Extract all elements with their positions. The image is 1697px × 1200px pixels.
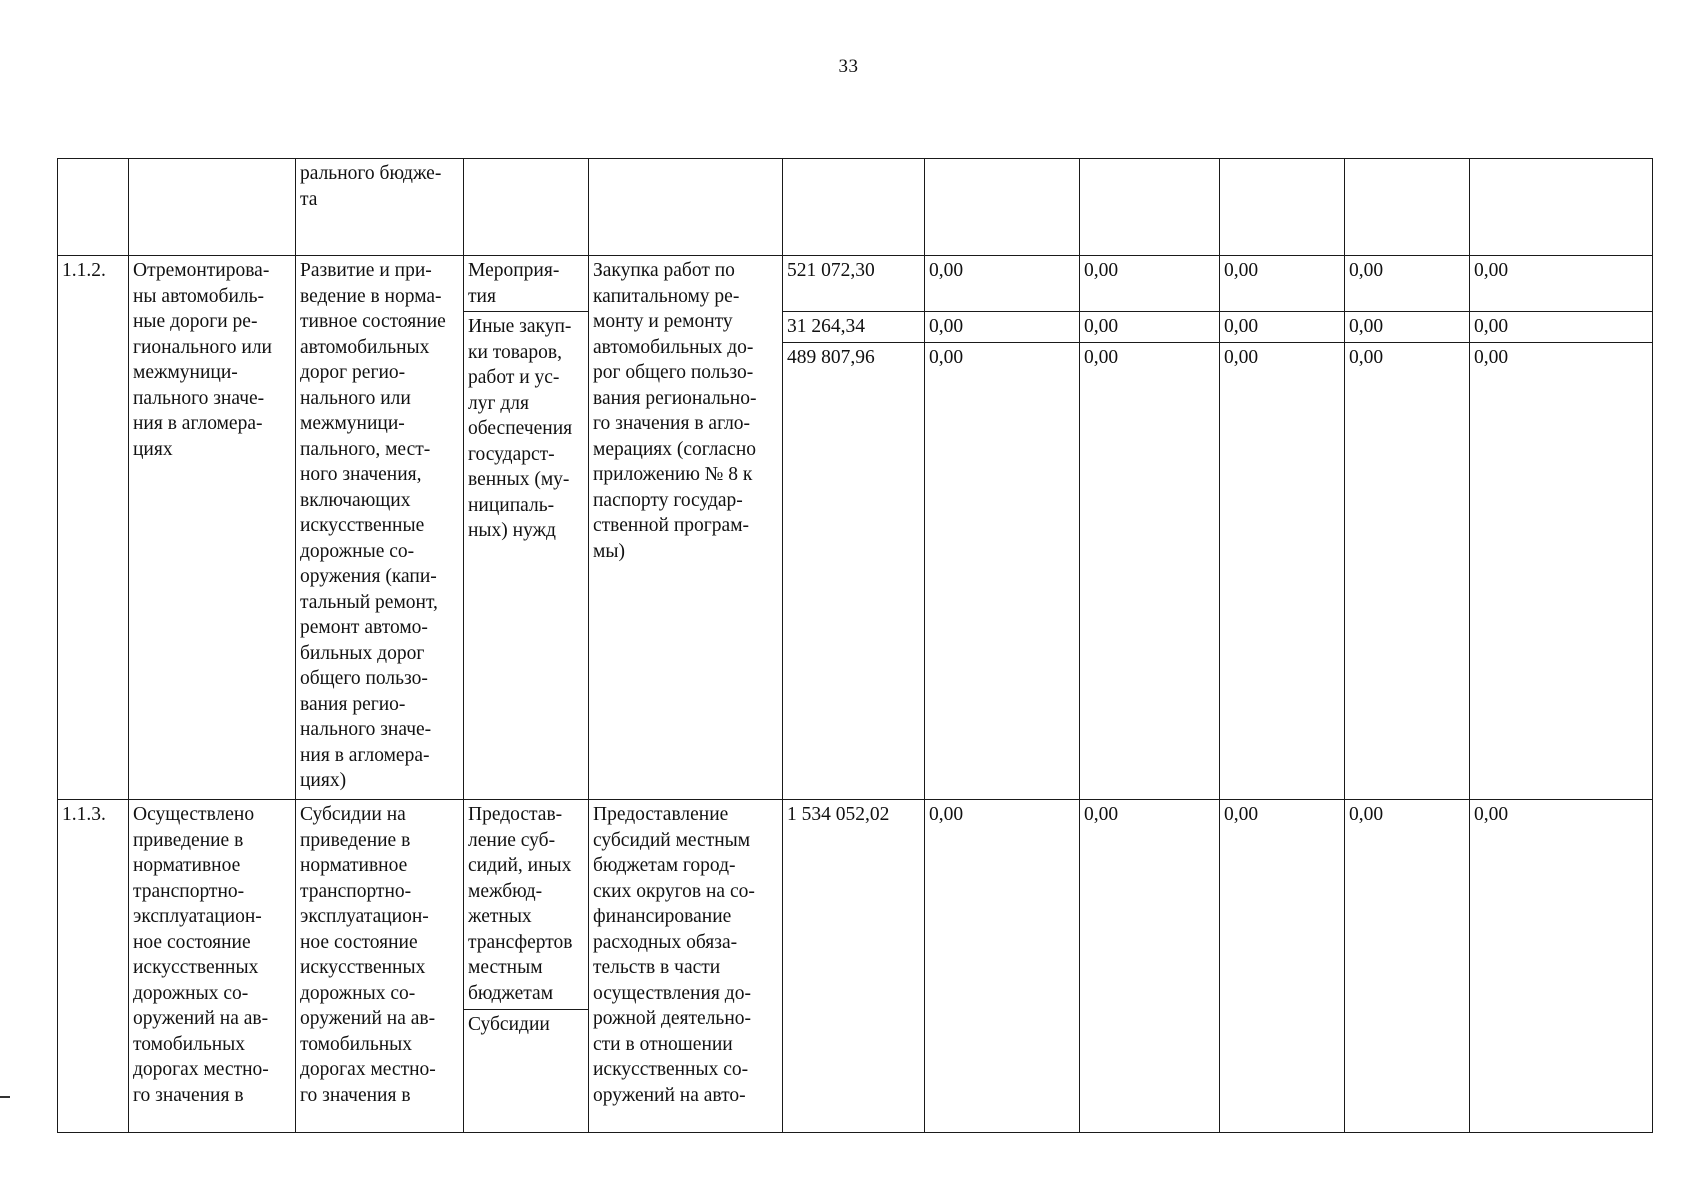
description-cell: Предоставление субсидий местным бюджетам город- ских округов на со- финансирование расходных обяза- тельств в части осуществления до- рожной деятельно- сти в отношении искусственных со- оружений на авто-	[589, 800, 783, 1133]
result-cell: Осуществлено приведение в нормативное транспортно- эксплуатацион- ное состояние искусственных дорожных со- оружений на ав- томобильных дорогах местно- го значения в	[129, 800, 296, 1133]
page-number: 33	[838, 56, 859, 77]
value-cell: 0,00	[1345, 256, 1470, 312]
expense-type-bottom: Субсидии	[464, 1009, 588, 1038]
value-cell: 0,00	[1345, 343, 1470, 800]
continuation-row	[58, 159, 1653, 256]
table-row-1-1-3	[58, 800, 1653, 1133]
cont-cell-value-5	[1470, 159, 1653, 256]
expense-type-cell	[464, 800, 589, 1133]
value-cell: 0,00	[1220, 800, 1345, 1133]
cont-cell-value-4	[1345, 159, 1470, 256]
value-cell: 0,00	[1220, 256, 1345, 312]
result-cell: Отремонтирова- ны автомобиль- ные дороги ре- гионального или межмуници- пального значе- ния в агломера- циях	[129, 256, 296, 800]
amount-cell: 489 807,96	[783, 343, 925, 800]
amount-cell: 1 534 052,02	[783, 800, 925, 1133]
program-table	[57, 158, 1653, 1133]
expense-subtype-cell: Иные закуп- ки товаров, работ и ус- луг для обеспечения государст- венных (му- ниципаль- ных) нужд	[464, 312, 589, 800]
amount-cell: 521 072,30	[783, 256, 925, 312]
value-cell: 0,00	[1220, 343, 1345, 800]
value-cell: 0,00	[1080, 343, 1220, 800]
cont-cell-value-3	[1220, 159, 1345, 256]
cont-cell-direction: рального бюдже- та	[296, 159, 464, 256]
value-cell: 0,00	[1470, 256, 1653, 312]
value-cell: 0,00	[925, 343, 1080, 800]
expense-type-top: Предостав- ление суб- сидий, иных межбюд- жетных трансфертов местным бюджетам	[468, 804, 573, 1004]
table-row-1-1-2	[58, 256, 1653, 312]
description-cell: Закупка работ по капитальному ре- монту и ремонту автомобильных до- рог общего пользо- вания регионально- го значения в агло- мерациях (согласно приложению № 8 к паспорту государ- ственной програм- мы)	[589, 256, 783, 800]
value-cell: 0,00	[1470, 343, 1653, 800]
value-cell: 0,00	[925, 256, 1080, 312]
direction-cell: Развитие и при- ведение в норма- тивное состояние автомобильных дорог регио- нального или межмуници- пального, мест- ного значения, включающих искусственные дорожные со- оружения (капи- тальный ремонт, ремонт автомо- бильных дорог общего пользо- вания регио- нального значе- ния в агломера- циях)	[296, 256, 464, 800]
amount-cell: 31 264,34	[783, 312, 925, 343]
cont-cell-type	[464, 159, 589, 256]
value-cell: 0,00	[1080, 256, 1220, 312]
expense-type-cell: Мероприя- тия	[464, 256, 589, 312]
cont-cell-value-2	[1080, 159, 1220, 256]
cont-cell-description	[589, 159, 783, 256]
row-number: 1.1.2.	[58, 256, 129, 800]
cont-cell-result	[129, 159, 296, 256]
value-cell: 0,00	[925, 800, 1080, 1133]
cont-cell-number	[58, 159, 129, 256]
value-cell: 0,00	[1470, 312, 1653, 343]
cont-cell-amount	[783, 159, 925, 256]
value-cell: 0,00	[925, 312, 1080, 343]
value-cell: 0,00	[1220, 312, 1345, 343]
margin-mark	[0, 1096, 10, 1098]
direction-cell: Субсидии на приведение в нормативное транспортно- эксплуатацион- ное состояние искусственных дорожных со- оружений на ав- томобильных дорогах местно- го значения в	[296, 800, 464, 1133]
value-cell: 0,00	[1345, 312, 1470, 343]
cont-cell-value-1	[925, 159, 1080, 256]
value-cell: 0,00	[1470, 800, 1653, 1133]
row-number: 1.1.3.	[58, 800, 129, 1133]
value-cell: 0,00	[1080, 312, 1220, 343]
value-cell: 0,00	[1080, 800, 1220, 1133]
value-cell: 0,00	[1345, 800, 1470, 1133]
